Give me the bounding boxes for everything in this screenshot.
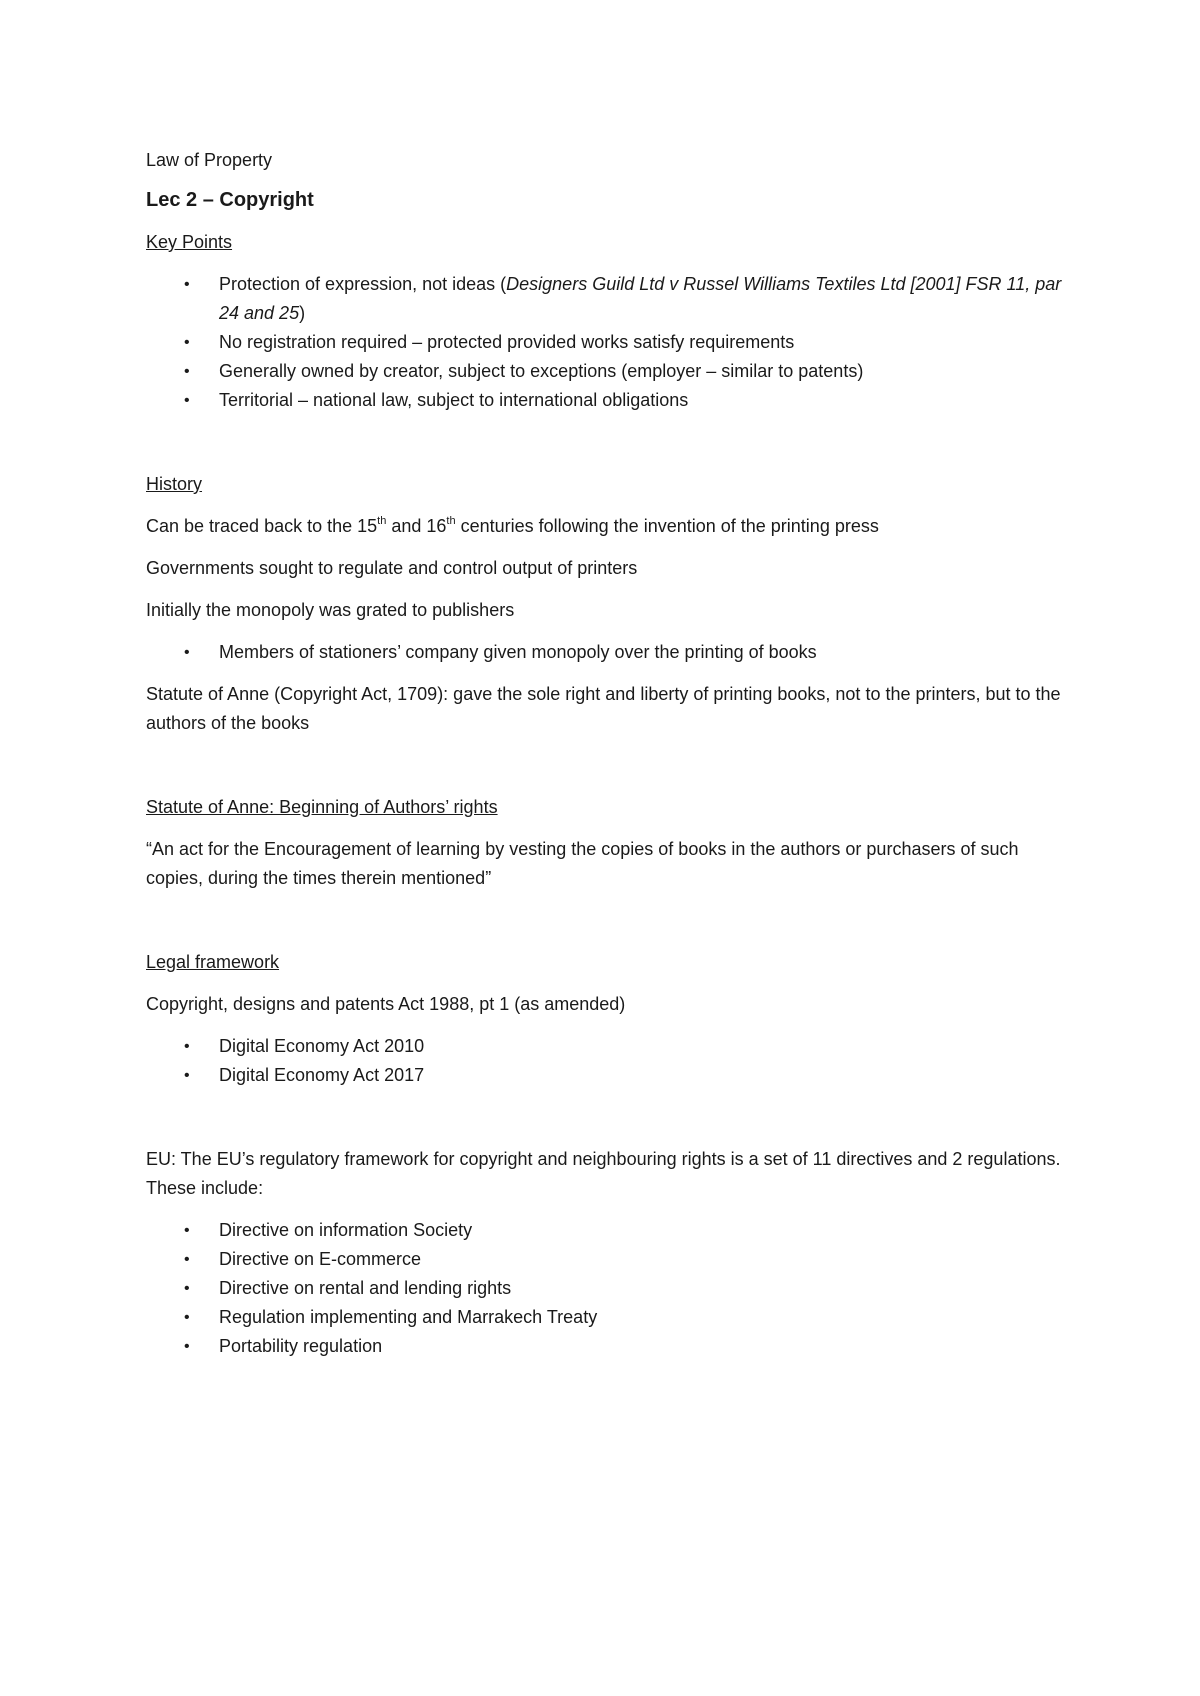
list-item-text: Protection of expression, not ideas ( <box>219 274 507 294</box>
history-paragraph: Governments sought to regulate and control output of printers <box>146 558 638 578</box>
document-title: Lec 2 – Copyright <box>146 189 314 211</box>
bullet-icon: • <box>184 644 190 661</box>
list-item <box>146 1303 1066 1332</box>
list-item <box>146 1216 1066 1245</box>
eu-paragraph: EU: The EU’s regulatory framework for copyright and neighbouring rights is a set of 11 directives and 2 regulations. These include: <box>146 1149 1061 1198</box>
list-item <box>146 1061 1066 1090</box>
list-item <box>146 1274 1066 1303</box>
bullet-icon: • <box>184 1280 190 1297</box>
list-item-text: ) <box>299 303 306 323</box>
list-item-text: Digital Economy Act 2010 <box>219 1036 425 1056</box>
list-item <box>146 270 1066 328</box>
list-item-text: Territorial – national law, subject to international obligations <box>219 390 689 410</box>
legal-framework-heading: Legal framework <box>146 952 280 972</box>
key-points-list <box>146 270 1066 415</box>
bullet-icon: • <box>184 1338 190 1355</box>
list-item <box>146 328 1066 357</box>
eu-list <box>146 1216 1066 1361</box>
document-page <box>146 146 1066 1361</box>
text-run: Can be traced back to the 15 <box>146 516 378 536</box>
list-item-text: Members of stationers’ company given monopoly over the printing of books <box>219 642 817 662</box>
bullet-icon: • <box>184 276 190 293</box>
list-item-text: Directive on rental and lending rights <box>219 1278 512 1298</box>
key-points-heading: Key Points <box>146 232 233 252</box>
history-paragraph: Statute of Anne (Copyright Act, 1709): gave the sole right and liberty of printing books, not to the printers, but to the authors of the books <box>146 684 1061 733</box>
bullet-icon: • <box>184 392 190 409</box>
history-paragraph <box>146 512 1066 541</box>
superscript: th <box>377 515 387 527</box>
list-item-text: Regulation implementing and Marrakech Treaty <box>219 1307 598 1327</box>
history-heading: History <box>146 474 203 494</box>
bullet-icon: • <box>184 363 190 380</box>
list-item <box>146 357 1066 386</box>
history-list <box>146 638 1066 667</box>
statute-heading: Statute of Anne: Beginning of Authors’ rights <box>146 797 498 817</box>
text-run: and 16 <box>386 516 447 536</box>
list-item <box>146 1245 1066 1274</box>
bullet-icon: • <box>184 1222 190 1239</box>
list-item-text: No registration required – protected provided works satisfy requirements <box>219 332 795 352</box>
bullet-icon: • <box>184 1067 190 1084</box>
list-item <box>146 1332 1066 1361</box>
list-item-text: Directive on E-commerce <box>219 1249 422 1269</box>
superscript: th <box>446 515 456 527</box>
list-item-text: Digital Economy Act 2017 <box>219 1065 425 1085</box>
list-item <box>146 1032 1066 1061</box>
list-item-text: Generally owned by creator, subject to exceptions (employer – similar to patents) <box>219 361 864 381</box>
legal-list <box>146 1032 1066 1090</box>
list-item <box>146 386 1066 415</box>
case-citation: Designers Guild Ltd v Russel Williams Textiles Ltd [2001] FSR 11, par 24 and 25 <box>219 274 1062 323</box>
list-item <box>146 638 1066 667</box>
bullet-icon: • <box>184 1038 190 1055</box>
course-name: Law of Property <box>146 150 273 170</box>
legal-paragraph: Copyright, designs and patents Act 1988, pt 1 (as amended) <box>146 994 626 1014</box>
bullet-icon: • <box>184 1251 190 1268</box>
list-item-text: Portability regulation <box>219 1336 383 1356</box>
history-paragraph: Initially the monopoly was grated to publishers <box>146 600 515 620</box>
bullet-icon: • <box>184 1309 190 1326</box>
statute-quote: “An act for the Encouragement of learning by vesting the copies of books in the authors or purchasers of such copies, during the times therein mentioned” <box>146 839 1019 888</box>
text-run: centuries following the invention of the printing press <box>455 516 879 536</box>
bullet-icon: • <box>184 334 190 351</box>
list-item-text: Directive on information Society <box>219 1220 473 1240</box>
